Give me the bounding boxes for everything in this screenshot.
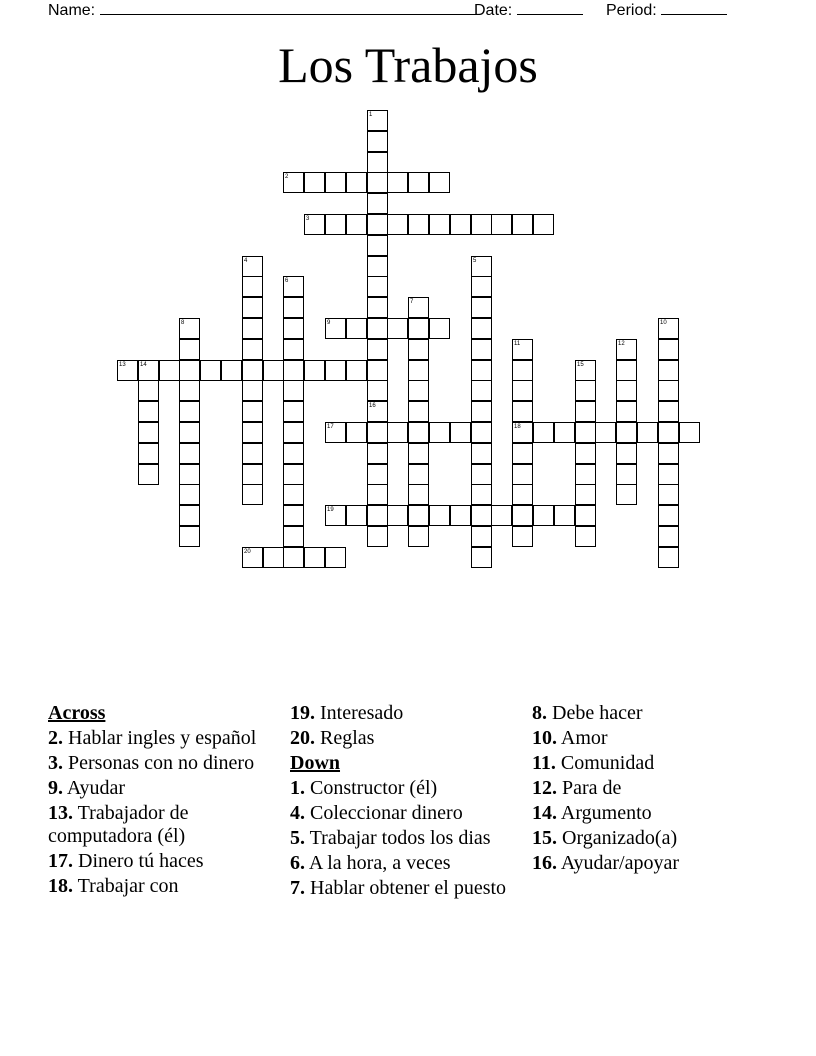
crossword-cell[interactable]	[575, 443, 596, 464]
crossword-cell[interactable]	[179, 360, 200, 381]
clue-down-6: 6. A la hora, a veces	[290, 852, 451, 874]
crossword-cell[interactable]	[658, 464, 679, 485]
crossword-cell[interactable]	[471, 318, 492, 339]
crossword-cell[interactable]	[512, 214, 533, 235]
crossword-cell[interactable]	[242, 484, 263, 505]
crossword-cell[interactable]	[283, 401, 304, 422]
crossword-cell[interactable]	[387, 422, 408, 443]
crossword-cell[interactable]	[283, 484, 304, 505]
crossword-cell[interactable]	[471, 401, 492, 422]
clue-down-4: 4. Coleccionar dinero	[290, 802, 463, 824]
crossword-cell[interactable]	[179, 380, 200, 401]
crossword-cell[interactable]	[429, 214, 450, 235]
crossword-cell[interactable]	[325, 547, 346, 568]
crossword-cell[interactable]	[408, 484, 429, 505]
crossword-cell[interactable]	[533, 422, 554, 443]
clue-down-16: 16. Ayudar/apoyar	[532, 852, 680, 874]
crossword-cell[interactable]	[242, 276, 263, 297]
crossword-cell[interactable]	[283, 360, 304, 381]
clue-across-13: 13. Trabajador de computadora (él)	[48, 802, 189, 847]
crossword-cell[interactable]	[408, 526, 429, 547]
crossword-cell[interactable]	[658, 401, 679, 422]
clue-number-label: 18	[514, 424, 521, 430]
clue-number-label: 6	[285, 278, 289, 284]
crossword-cell[interactable]	[283, 464, 304, 485]
clue-number-label: 16	[369, 403, 376, 409]
crossword-cell[interactable]	[408, 339, 429, 360]
clue-number-label: 1	[369, 112, 373, 118]
clue-across-17: 17. Dinero tú haces	[48, 850, 204, 872]
crossword-cell[interactable]	[408, 380, 429, 401]
crossword-cell[interactable]	[179, 339, 200, 360]
crossword-cell[interactable]	[658, 422, 679, 443]
crossword-cell[interactable]	[179, 464, 200, 485]
clue-column-2	[290, 702, 522, 902]
crossword-cell[interactable]	[408, 422, 429, 443]
crossword-cell[interactable]	[138, 401, 159, 422]
crossword-cell[interactable]	[575, 464, 596, 485]
crossword-cell[interactable]	[346, 505, 367, 526]
crossword-cell[interactable]	[408, 443, 429, 464]
crossword-cell[interactable]	[408, 464, 429, 485]
crossword-cell[interactable]	[429, 318, 450, 339]
crossword-cell[interactable]	[179, 526, 200, 547]
clue-number-label: 2	[285, 174, 289, 180]
clue-down-8: 8. Debe hacer	[532, 702, 643, 724]
crossword-cell[interactable]	[616, 484, 637, 505]
clue-number-label: 11	[514, 341, 521, 347]
crossword-cell[interactable]	[367, 360, 388, 381]
crossword-cell[interactable]	[346, 422, 367, 443]
crossword-cell[interactable]	[471, 339, 492, 360]
crossword-cell[interactable]	[346, 172, 367, 193]
crossword-cell[interactable]	[512, 484, 533, 505]
clue-down-7: 7. Hablar obtener el puesto	[290, 877, 507, 899]
across-heading: Across	[48, 702, 106, 724]
crossword-cell[interactable]	[367, 297, 388, 318]
crossword-cell[interactable]	[242, 422, 263, 443]
crossword-cell[interactable]	[283, 318, 304, 339]
clue-number-label: 12	[618, 341, 625, 347]
crossword-cell[interactable]	[242, 464, 263, 485]
clue-number-label: 15	[577, 362, 584, 368]
crossword-cell[interactable]	[408, 401, 429, 422]
crossword-cell[interactable]	[179, 505, 200, 526]
crossword-cell[interactable]	[200, 360, 221, 381]
crossword-cell[interactable]	[616, 464, 637, 485]
crossword-cell[interactable]	[283, 297, 304, 318]
clue-down-15: 15. Organizado(a)	[532, 827, 678, 849]
crossword-cell[interactable]	[533, 214, 554, 235]
crossword-cell[interactable]	[283, 339, 304, 360]
crossword-cell[interactable]	[138, 380, 159, 401]
crossword-cell[interactable]	[242, 380, 263, 401]
crossword-cell[interactable]	[616, 360, 637, 381]
crossword-cell[interactable]	[658, 547, 679, 568]
clue-number-label: 3	[306, 216, 310, 222]
crossword-cell[interactable]	[263, 547, 284, 568]
crossword-cell[interactable]	[575, 401, 596, 422]
date-label: Date:	[474, 2, 513, 19]
crossword-cell[interactable]	[283, 422, 304, 443]
clue-column-3	[532, 702, 772, 877]
crossword-cell[interactable]	[408, 360, 429, 381]
crossword-cell[interactable]	[367, 464, 388, 485]
clue-down-11: 11. Comunidad	[532, 752, 655, 774]
crossword-cell[interactable]	[408, 505, 429, 526]
crossword-cell[interactable]	[367, 193, 388, 214]
crossword-cell[interactable]	[138, 443, 159, 464]
crossword-cell[interactable]	[325, 172, 346, 193]
crossword-cell[interactable]	[367, 380, 388, 401]
crossword-cell[interactable]	[408, 172, 429, 193]
crossword-cell[interactable]	[325, 360, 346, 381]
crossword-cell[interactable]	[554, 505, 575, 526]
crossword-cell[interactable]	[387, 214, 408, 235]
crossword-cell[interactable]	[387, 318, 408, 339]
clue-down-14: 14. Argumento	[532, 802, 652, 824]
clue-column-1	[48, 702, 280, 900]
crossword-cell[interactable]	[658, 505, 679, 526]
crossword-cell[interactable]	[471, 422, 492, 443]
crossword-cell[interactable]	[616, 401, 637, 422]
crossword-cell[interactable]	[408, 214, 429, 235]
clue-across-20: 20. Reglas	[290, 727, 375, 749]
crossword-cell[interactable]	[658, 360, 679, 381]
crossword-cell[interactable]	[221, 360, 242, 381]
crossword-cell[interactable]	[512, 464, 533, 485]
clue-down-5: 5. Trabajar todos los dias	[290, 827, 491, 849]
crossword-cell[interactable]	[679, 422, 700, 443]
crossword-cell[interactable]	[242, 297, 263, 318]
crossword-cell[interactable]	[304, 547, 325, 568]
clue-number-label: 5	[473, 258, 477, 264]
crossword-cell[interactable]	[346, 318, 367, 339]
crossword-cell[interactable]	[512, 360, 533, 381]
crossword-cell[interactable]	[616, 422, 637, 443]
crossword-cell[interactable]	[367, 276, 388, 297]
clue-down-12: 12. Para de	[532, 777, 622, 799]
crossword-cell[interactable]	[658, 380, 679, 401]
crossword-cell[interactable]	[471, 505, 492, 526]
crossword-cell[interactable]	[512, 380, 533, 401]
crossword-cell[interactable]	[367, 131, 388, 152]
crossword-cell[interactable]	[491, 505, 512, 526]
crossword-cell[interactable]	[471, 360, 492, 381]
crossword-cell[interactable]	[408, 318, 429, 339]
crossword-cell[interactable]	[367, 318, 388, 339]
crossword-cell[interactable]	[554, 422, 575, 443]
crossword-cell[interactable]	[367, 339, 388, 360]
crossword-cell[interactable]	[575, 484, 596, 505]
crossword-cell[interactable]	[179, 443, 200, 464]
crossword-cell[interactable]	[533, 505, 554, 526]
crossword-cell[interactable]	[283, 380, 304, 401]
crossword-cell[interactable]	[367, 526, 388, 547]
crossword-cell[interactable]	[575, 526, 596, 547]
crossword-cell[interactable]	[575, 380, 596, 401]
crossword-cell[interactable]	[450, 214, 471, 235]
clue-number-label: 8	[181, 320, 185, 326]
crossword-cell[interactable]	[471, 380, 492, 401]
crossword-cell[interactable]	[242, 318, 263, 339]
clue-across-2: 2. Hablar ingles y español	[48, 727, 257, 749]
crossword-cell[interactable]	[471, 443, 492, 464]
crossword-cell[interactable]	[304, 172, 325, 193]
crossword-cell[interactable]	[367, 422, 388, 443]
clue-across-18: 18. Trabajar con	[48, 875, 179, 897]
crossword-cell[interactable]	[512, 401, 533, 422]
crossword-cell[interactable]	[512, 443, 533, 464]
crossword-cell[interactable]	[367, 484, 388, 505]
crossword-cell[interactable]	[138, 464, 159, 485]
clue-across-19: 19. Interesado	[290, 702, 404, 724]
crossword-cell[interactable]	[138, 422, 159, 443]
clue-down-10: 10. Amor	[532, 727, 608, 749]
crossword-cell[interactable]	[283, 526, 304, 547]
crossword-cell[interactable]	[450, 422, 471, 443]
crossword-cell[interactable]	[637, 422, 658, 443]
crossword-cell[interactable]	[595, 422, 616, 443]
period-label: Period:	[606, 2, 657, 19]
crossword-cell[interactable]	[471, 526, 492, 547]
crossword-cell[interactable]	[575, 505, 596, 526]
crossword-cell[interactable]	[242, 401, 263, 422]
crossword-cell[interactable]	[471, 297, 492, 318]
crossword-cell[interactable]	[491, 214, 512, 235]
crossword-cell[interactable]	[429, 505, 450, 526]
crossword-cell[interactable]	[429, 422, 450, 443]
crossword-cell[interactable]	[179, 484, 200, 505]
crossword-cell[interactable]	[471, 276, 492, 297]
crossword-cell[interactable]	[179, 401, 200, 422]
crossword-cell[interactable]	[242, 339, 263, 360]
crossword-cell[interactable]	[658, 443, 679, 464]
crossword-cell[interactable]	[387, 505, 408, 526]
crossword-cell[interactable]	[346, 214, 367, 235]
crossword-cell[interactable]	[325, 214, 346, 235]
crossword-cell[interactable]	[367, 172, 388, 193]
crossword-cell[interactable]	[346, 360, 367, 381]
crossword-cell[interactable]	[367, 235, 388, 256]
crossword-cell[interactable]	[283, 547, 304, 568]
crossword-cell[interactable]	[512, 526, 533, 547]
crossword-cell[interactable]	[367, 256, 388, 277]
crossword-cell[interactable]	[575, 422, 596, 443]
crossword-cell[interactable]	[242, 443, 263, 464]
down-heading: Down	[290, 752, 341, 774]
crossword-cell[interactable]	[616, 380, 637, 401]
crossword-cell[interactable]	[263, 360, 284, 381]
crossword-cell[interactable]	[367, 152, 388, 173]
crossword-cell[interactable]	[283, 443, 304, 464]
crossword-cell[interactable]	[512, 505, 533, 526]
clue-across-9: 9. Ayudar	[48, 777, 126, 799]
crossword-cell[interactable]	[616, 443, 637, 464]
clue-number-label: 17	[327, 424, 334, 430]
name-label: Name:	[48, 2, 96, 19]
page-title: Los Trabajos	[278, 37, 538, 93]
crossword-cell[interactable]	[367, 505, 388, 526]
crossword-cell[interactable]	[179, 422, 200, 443]
clue-number-label: 14	[140, 362, 147, 368]
clue-number-label: 9	[327, 320, 331, 326]
crossword-cell[interactable]	[387, 172, 408, 193]
clue-number-label: 4	[244, 258, 248, 264]
clue-number-label: 7	[410, 299, 414, 305]
clue-number-label: 13	[119, 362, 126, 368]
crossword-cell[interactable]	[471, 214, 492, 235]
crossword-cell[interactable]	[658, 339, 679, 360]
crossword-cell[interactable]	[658, 526, 679, 547]
clue-number-label: 19	[327, 507, 334, 513]
crossword-cell[interactable]	[304, 360, 325, 381]
crossword-cell[interactable]	[242, 360, 263, 381]
crossword-cell[interactable]	[471, 484, 492, 505]
crossword-cell[interactable]	[367, 214, 388, 235]
clue-number-label: 20	[244, 549, 251, 555]
crossword-cell[interactable]	[658, 484, 679, 505]
crossword-cell[interactable]	[471, 464, 492, 485]
clue-across-3: 3. Personas con no dinero	[48, 752, 255, 774]
crossword-cell[interactable]	[367, 443, 388, 464]
crossword-cell[interactable]	[283, 505, 304, 526]
crossword-cell[interactable]	[450, 505, 471, 526]
clue-number-label: 10	[660, 320, 667, 326]
clue-down-1: 1. Constructor (él)	[290, 777, 438, 799]
crossword-cell[interactable]	[471, 547, 492, 568]
crossword-cell[interactable]	[159, 360, 180, 381]
crossword-cell[interactable]	[429, 172, 450, 193]
